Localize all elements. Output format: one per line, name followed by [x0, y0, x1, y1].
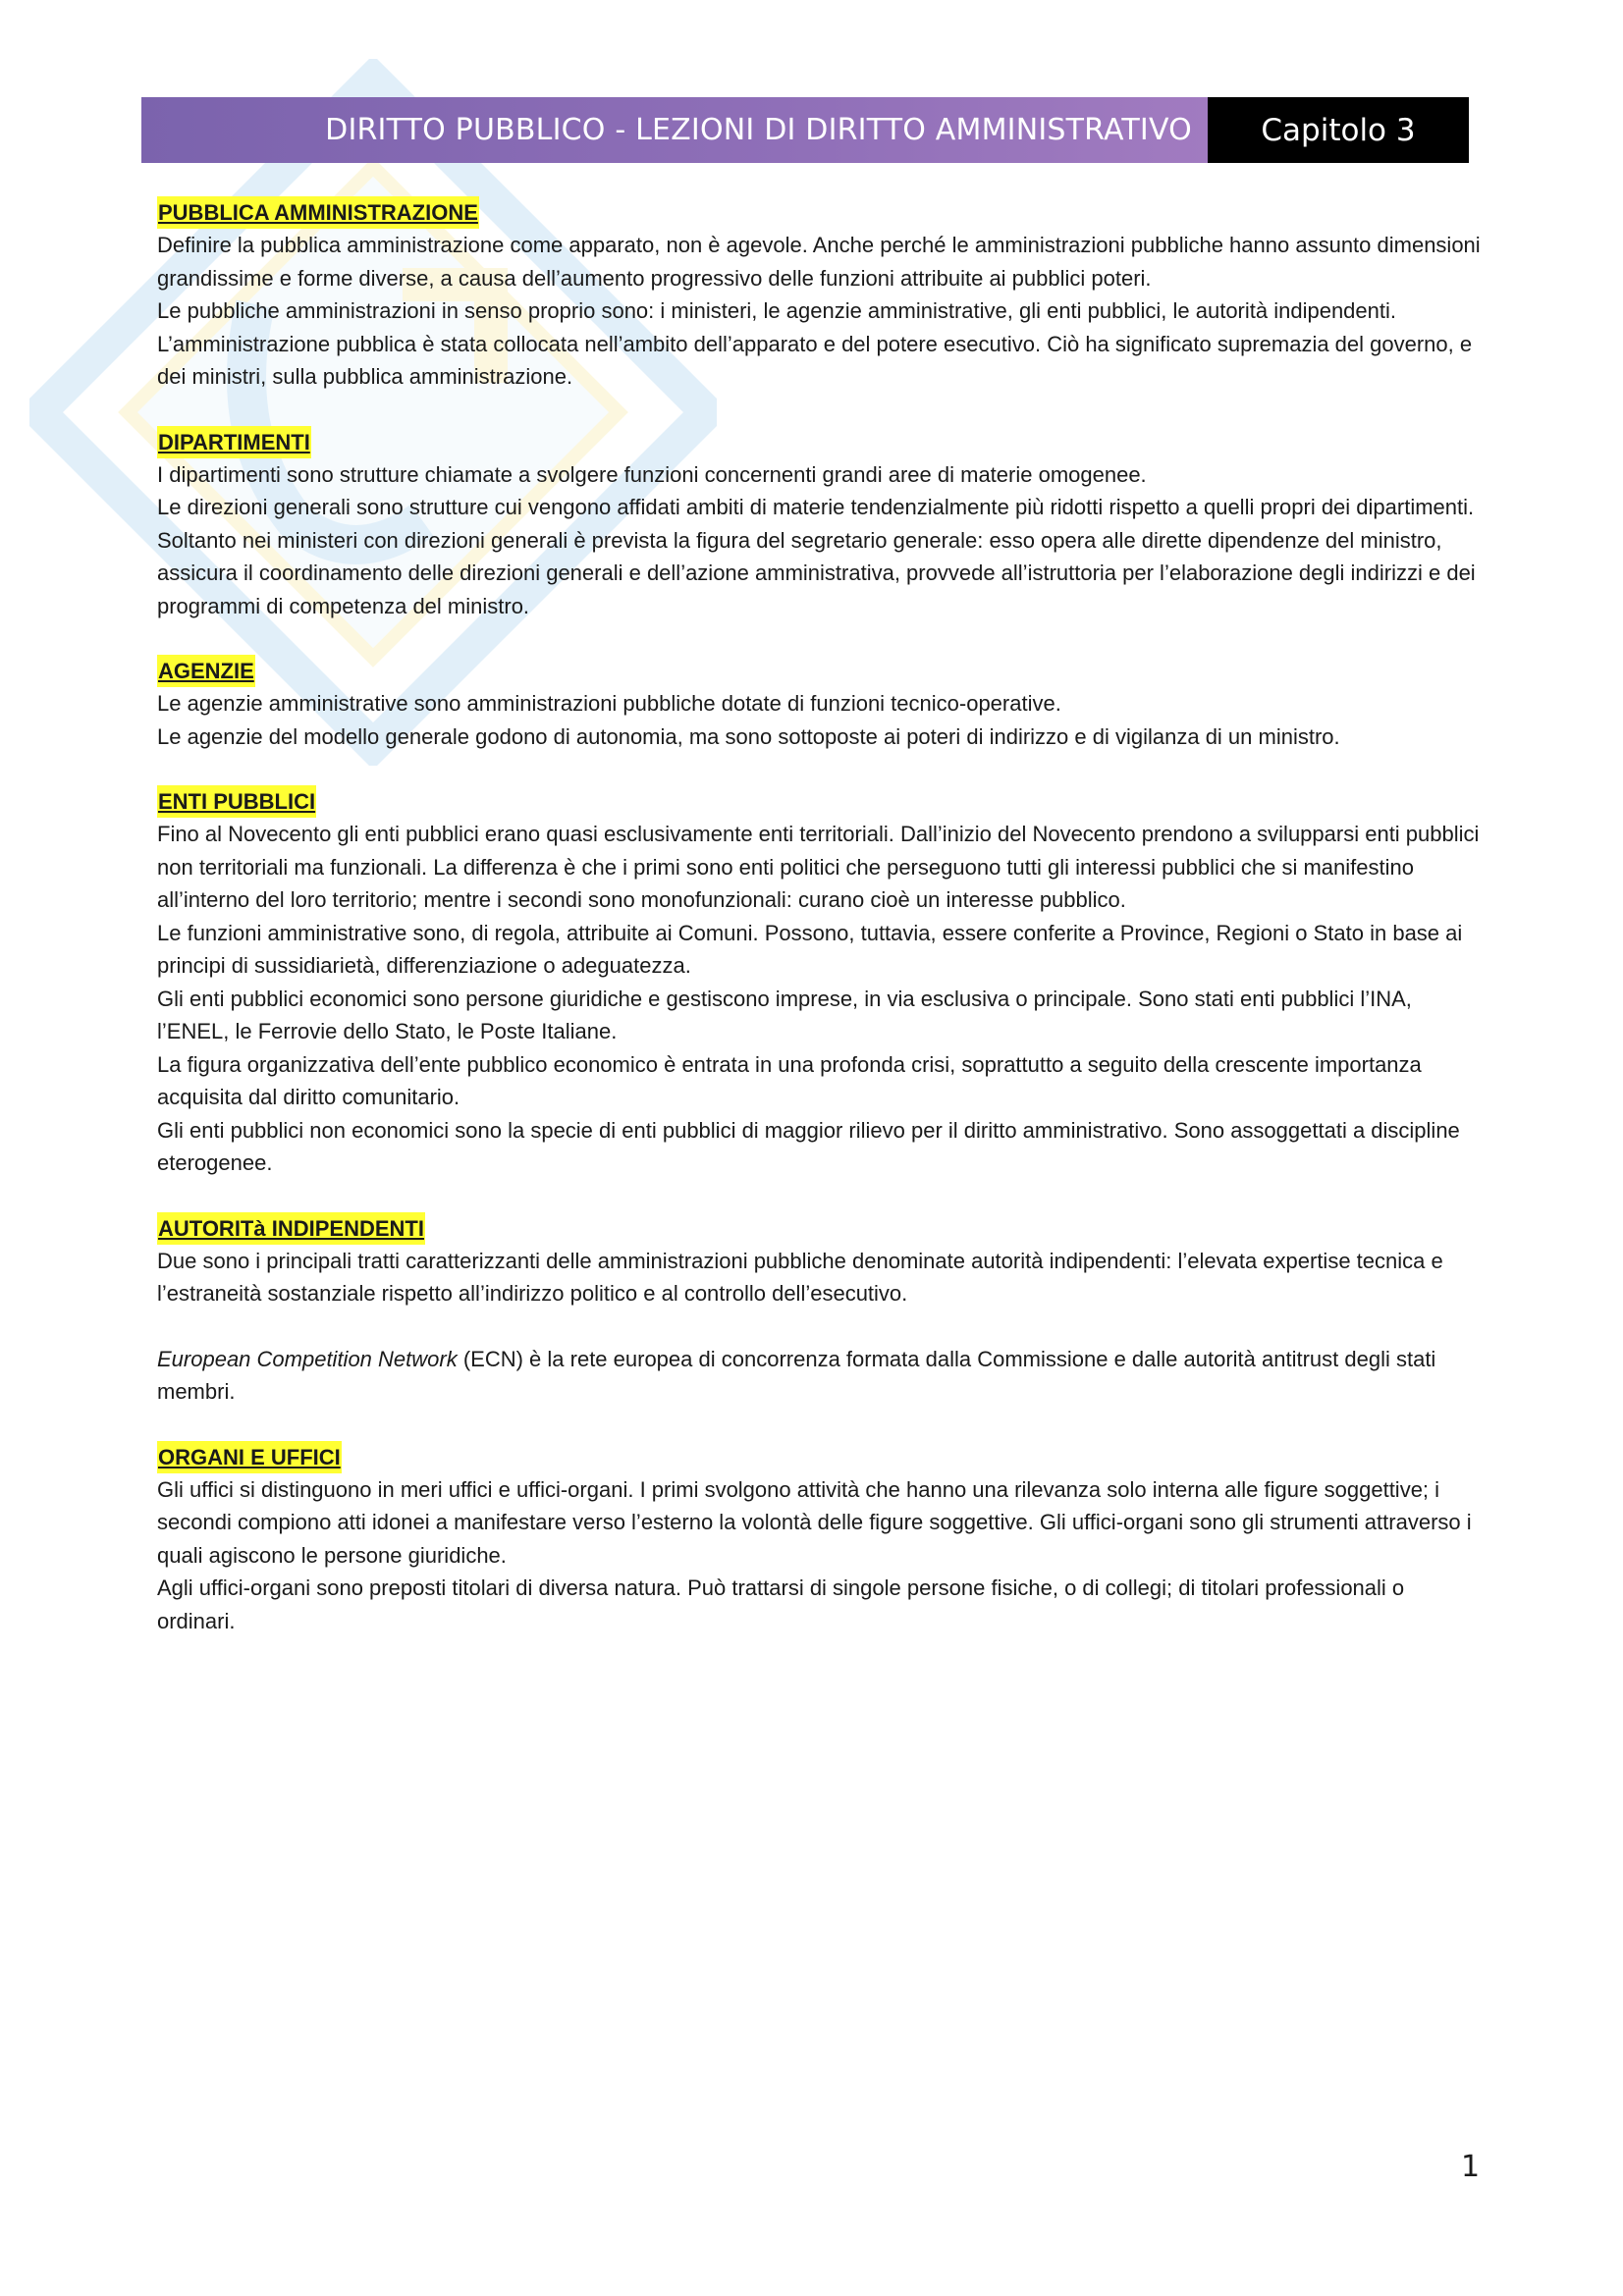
- section-autorita-indipendenti: [157, 1212, 1483, 1409]
- ecn-term: European Competition Network: [157, 1346, 458, 1371]
- document-body: [157, 196, 1483, 1670]
- paragraph: Le agenzie amministrative sono amministrazioni pubbliche dotate di funzioni tecnico-operative.: [157, 691, 1061, 716]
- section-heading: PUBBLICA AMMINISTRAZIONE: [157, 196, 479, 229]
- paragraph: I dipartimenti sono strutture chiamate a svolgere funzioni concernenti grandi aree di materie omogenee.: [157, 461, 1147, 487]
- section-dipartimenti: [157, 426, 1483, 623]
- paragraph: Le funzioni amministrative sono, di regola, attribuite ai Comuni. Possono, tuttavia, essere conferite a Province, Regioni o Stato in base ai principi di sussidiarietà, differenziazione o adeguatezza.: [157, 920, 1463, 978]
- paragraph: Gli uffici si distinguono in meri uffici e uffici-organi. I primi svolgono attività che hanno una rilevanza solo interna alle figure soggettive; i secondi compiono atti idonei a manifestare verso l’esterno la volontà delle figure soggettive. Gli uffici-organi sono gli strumenti attraverso i quali agiscono le persone giuridiche.: [157, 1476, 1472, 1568]
- paragraph: Definire la pubblica amministrazione come apparato, non è agevole. Anche perché le amministrazioni pubbliche hanno assunto dimensioni grandissime e forme diverse, a causa dell’aumento progressivo delle funzioni attribuite ai pubblici poteri.: [157, 233, 1481, 291]
- section-heading: ORGANI E UFFICI: [157, 1441, 342, 1473]
- page-header: [141, 97, 1469, 163]
- paragraph: Soltanto nei ministeri con direzioni generali è prevista la figura del segretario generale: esso opera alle dirette dipendenze del ministro, assicura il coordinamento delle direzioni generali e dell’azione amministrativa, provvede all’istruttoria per l’elaborazione degli indirizzi e dei programmi di competenza del ministro.: [157, 527, 1476, 618]
- paragraph: Due sono i principali tratti caratterizzanti delle amministrazioni pubbliche denominate autorità indipendenti: l’elevata expertise tecnica e l’estraneità sostanziale rispetto all’indirizzo politico e al controllo dell’esecutivo.: [157, 1248, 1443, 1306]
- ecn-note: [157, 1343, 1483, 1409]
- section-organi-e-uffici: [157, 1441, 1483, 1638]
- section-agenzie: [157, 655, 1483, 753]
- section-pubblica-amministrazione: [157, 196, 1483, 394]
- section-heading: AGENZIE: [157, 655, 255, 687]
- section-heading: AUTORITà INDIPENDENTI: [157, 1212, 425, 1245]
- paragraph: La figura organizzativa dell’ente pubblico economico è entrata in una profonda crisi, soprattutto a seguito della crescente importanza acquisita dal diritto comunitario.: [157, 1051, 1422, 1109]
- section-enti-pubblici: [157, 785, 1483, 1180]
- header-chapter: Capitolo 3: [1208, 97, 1469, 163]
- paragraph: Le direzioni generali sono strutture cui vengono affidati ambiti di materie tendenzialmente più ridotti rispetto a quelli propri dei dipartimenti.: [157, 495, 1475, 519]
- paragraph: Fino al Novecento gli enti pubblici erano quasi esclusivamente enti territoriali. Dall’inizio del Novecento prendono a svilupparsi enti pubblici non territoriali ma funzionali. La differenza è che i primi sono enti politici che perseguono tutti gli interessi pubblici che si manifestino all’interno del loro territorio; mentre i secondi sono monofunzionali: curano cioè un interesse pubblico.: [157, 822, 1480, 912]
- header-title: DIRITTO PUBBLICO - LEZIONI DI DIRITTO AMMINISTRATIVO: [141, 97, 1208, 163]
- section-heading: ENTI PUBBLICI: [157, 785, 316, 818]
- paragraph: Le pubbliche amministrazioni in senso proprio sono: i ministeri, le agenzie amministrative, gli enti pubblici, le autorità indipendenti.: [157, 298, 1396, 323]
- paragraph: L’amministrazione pubblica è stata collocata nell’ambito dell’apparato e del potere esecutivo. Ciò ha significato supremazia del governo, e dei ministri, sulla pubblica amministrazione.: [157, 331, 1473, 389]
- page-number: 1: [1461, 2150, 1481, 2184]
- paragraph: Gli enti pubblici non economici sono la specie di enti pubblici di maggior rilievo per il diritto amministrativo. Sono assoggettati a discipline eterogenee.: [157, 1117, 1460, 1175]
- section-heading: DIPARTIMENTI: [157, 426, 311, 458]
- paragraph: Agli uffici-organi sono preposti titolari di diversa natura. Può trattarsi di singole persone fisiche, o di collegi; di titolari professionali o ordinari.: [157, 1575, 1405, 1633]
- paragraph: Le agenzie del modello generale godono di autonomia, ma sono sottoposte ai poteri di indirizzo e di vigilanza di un ministro.: [157, 723, 1340, 749]
- paragraph: Gli enti pubblici economici sono persone giuridiche e gestiscono imprese, in via esclusiva o principale. Sono stati enti pubblici l’INA, l’ENEL, le Ferrovie dello Stato, le Poste Italiane.: [157, 986, 1412, 1043]
- ecn-description: (ECN) è la rete europea di concorrenza formata dalla Commissione e dalle autorità antitrust degli stati membri.: [157, 1346, 1436, 1404]
